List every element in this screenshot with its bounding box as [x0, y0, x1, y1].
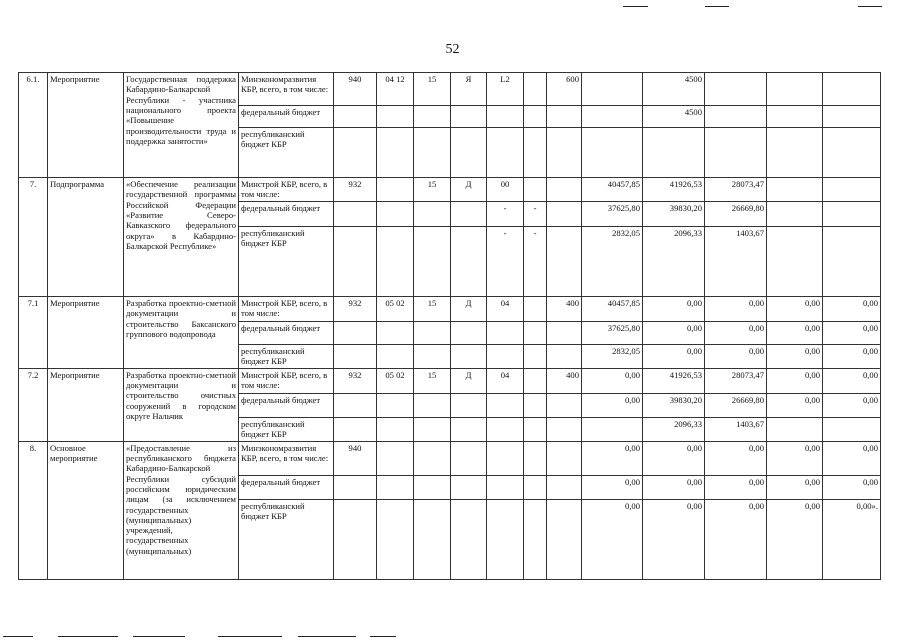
cell-v1: 0,00	[582, 441, 643, 475]
cell-csr1	[414, 106, 451, 128]
cell-grbs: 932	[334, 178, 377, 202]
cell-csr4	[524, 73, 547, 106]
row-name: Разработка проектно-сметной документации и строительство очистных сооружений в городском округе Нальчик	[124, 368, 239, 441]
row-type: Мероприятие	[48, 368, 124, 441]
cell-vr	[547, 417, 582, 441]
cell-rzpr	[377, 499, 414, 579]
cell-csr4: -	[524, 202, 547, 227]
cell-v2: 2096,33	[643, 227, 705, 297]
cell-v3	[705, 73, 767, 106]
table-row	[19, 178, 881, 202]
cell-v3: 0,00	[705, 441, 767, 475]
cell-csr3: -	[487, 202, 524, 227]
cell-v5	[823, 417, 881, 441]
cell-v5	[823, 178, 881, 202]
row-number: 6.1.	[19, 73, 48, 178]
cell-rzpr	[377, 178, 414, 202]
cell-csr1: 15	[414, 297, 451, 322]
cell-grbs	[334, 106, 377, 128]
cell-v2: 0,00	[643, 499, 705, 579]
cell-csr2	[451, 345, 487, 369]
cell-csr2	[451, 227, 487, 297]
cell-grbs	[334, 322, 377, 345]
cell-v1: 37625,80	[582, 202, 643, 227]
row-type: Мероприятие	[48, 73, 124, 178]
cell-csr4	[524, 393, 547, 417]
cell-csr1	[414, 345, 451, 369]
cell-csr2: Д	[451, 297, 487, 322]
cell-csr3	[487, 106, 524, 128]
cell-v2: 4500	[643, 73, 705, 106]
bottom-rule	[133, 636, 185, 637]
cell-v1	[582, 106, 643, 128]
funding-source: республиканский бюджет КБР	[239, 417, 334, 441]
funding-source: Минстрой КБР, всего, в том числе:	[239, 368, 334, 393]
cell-csr4	[524, 475, 547, 499]
cell-csr3: -	[487, 227, 524, 297]
funding-source: республиканский бюджет КБР	[239, 128, 334, 178]
cell-csr1	[414, 202, 451, 227]
funding-source: Минстрой КБР, всего, в том числе:	[239, 178, 334, 202]
cell-rzpr	[377, 106, 414, 128]
cell-csr4	[524, 128, 547, 178]
cell-csr3	[487, 128, 524, 178]
cell-grbs	[334, 227, 377, 297]
cell-v2: 0,00	[643, 322, 705, 345]
cell-v5: 0,00	[823, 368, 881, 393]
cell-v2: 41926,53	[643, 178, 705, 202]
cell-v3: 0,00	[705, 297, 767, 322]
cell-v5: 0,00	[823, 345, 881, 369]
cell-vr: 600	[547, 73, 582, 106]
cell-vr: 400	[547, 297, 582, 322]
funding-source: республиканский бюджет КБР	[239, 499, 334, 579]
cell-v1	[582, 128, 643, 178]
cell-rzpr: 05 02	[377, 297, 414, 322]
cell-v1: 0,00	[582, 475, 643, 499]
cell-v3: 0,00	[705, 322, 767, 345]
cell-csr4	[524, 345, 547, 369]
cell-v2: 4500	[643, 106, 705, 128]
row-number: 7.2	[19, 368, 48, 441]
cell-v2: 0,00	[643, 297, 705, 322]
cell-csr1	[414, 227, 451, 297]
cell-grbs	[334, 417, 377, 441]
cell-csr2	[451, 441, 487, 475]
cell-v2	[643, 128, 705, 178]
cell-v5: 0,00	[823, 441, 881, 475]
table-row	[19, 368, 881, 393]
funding-source: республиканский бюджет КБР	[239, 227, 334, 297]
cell-vr	[547, 499, 582, 579]
cell-csr3: L2	[487, 73, 524, 106]
bottom-rule	[58, 636, 118, 637]
cell-v1: 0,00	[582, 499, 643, 579]
cell-csr4	[524, 106, 547, 128]
row-type: Подпрограмма	[48, 178, 124, 297]
cell-v1: 40457,85	[582, 297, 643, 322]
cell-v4: 0,00	[767, 345, 823, 369]
cell-grbs	[334, 475, 377, 499]
cell-grbs	[334, 345, 377, 369]
bottom-rule	[370, 636, 396, 637]
cell-vr	[547, 106, 582, 128]
cell-v4	[767, 128, 823, 178]
cell-v3: 28073,47	[705, 178, 767, 202]
cell-csr2	[451, 202, 487, 227]
cell-csr2: Я	[451, 73, 487, 106]
funding-source: Минстрой КБР, всего, в том числе:	[239, 297, 334, 322]
cell-v2: 2096,33	[643, 417, 705, 441]
bottom-rule	[3, 636, 33, 637]
cell-vr: 400	[547, 368, 582, 393]
cell-v5	[823, 202, 881, 227]
top-rule	[623, 6, 648, 7]
cell-csr1	[414, 322, 451, 345]
cell-csr2	[451, 322, 487, 345]
cell-v2: 0,00	[643, 475, 705, 499]
cell-csr3	[487, 345, 524, 369]
cell-grbs: 940	[334, 73, 377, 106]
cell-csr1	[414, 417, 451, 441]
cell-csr4	[524, 499, 547, 579]
cell-vr	[547, 227, 582, 297]
row-number: 7.	[19, 178, 48, 297]
cell-vr	[547, 128, 582, 178]
cell-csr3: 04	[487, 297, 524, 322]
cell-v1: 37625,80	[582, 322, 643, 345]
budget-table	[18, 72, 881, 580]
cell-csr4	[524, 441, 547, 475]
row-type: Мероприятие	[48, 297, 124, 369]
cell-csr3	[487, 475, 524, 499]
cell-grbs: 932	[334, 368, 377, 393]
cell-rzpr	[377, 441, 414, 475]
cell-csr1: 15	[414, 73, 451, 106]
cell-grbs	[334, 499, 377, 579]
cell-csr4	[524, 297, 547, 322]
top-rule	[858, 6, 882, 7]
cell-csr4	[524, 368, 547, 393]
cell-rzpr	[377, 202, 414, 227]
cell-v4: 0,00	[767, 297, 823, 322]
cell-vr	[547, 441, 582, 475]
cell-v3: 26669,80	[705, 202, 767, 227]
cell-v5	[823, 106, 881, 128]
cell-vr	[547, 475, 582, 499]
cell-v3: 0,00	[705, 499, 767, 579]
cell-csr4	[524, 417, 547, 441]
cell-rzpr	[377, 475, 414, 499]
table-row	[19, 297, 881, 322]
row-name: «Предоставление из республиканского бюджета Кабардино-Балкарской Республики субсидий российским юридическим лицам (за исключением государственных (муниципальных) учреждений, государственных (муниципальных)	[124, 441, 239, 579]
cell-csr2	[451, 417, 487, 441]
cell-vr	[547, 345, 582, 369]
row-name: «Обеспечение реализации государственной программы Российской Федерации «Развитие Северо-Кавказского федерального округа» в Кабардино-Балкарской Республике»	[124, 178, 239, 297]
table-row	[19, 441, 881, 475]
cell-csr1	[414, 128, 451, 178]
funding-source: федеральный бюджет	[239, 202, 334, 227]
cell-vr	[547, 178, 582, 202]
cell-rzpr: 05 02	[377, 368, 414, 393]
cell-v2: 0,00	[643, 441, 705, 475]
cell-v1: 2832,05	[582, 227, 643, 297]
cell-csr2: Д	[451, 368, 487, 393]
cell-grbs	[334, 128, 377, 178]
row-type: Основное мероприятие	[48, 441, 124, 579]
cell-v4	[767, 227, 823, 297]
cell-v2: 0,00	[643, 345, 705, 369]
cell-csr2: Д	[451, 178, 487, 202]
row-name: Разработка проектно-сметной документации и строительство Баксанского группового водопровода	[124, 297, 239, 369]
funding-source: федеральный бюджет	[239, 475, 334, 499]
cell-rzpr	[377, 227, 414, 297]
cell-csr1	[414, 393, 451, 417]
cell-v5	[823, 128, 881, 178]
cell-csr2	[451, 128, 487, 178]
cell-csr1: 15	[414, 368, 451, 393]
row-number: 7.1	[19, 297, 48, 369]
cell-csr3	[487, 417, 524, 441]
cell-rzpr	[377, 393, 414, 417]
cell-grbs	[334, 393, 377, 417]
cell-rzpr	[377, 322, 414, 345]
cell-csr4: -	[524, 227, 547, 297]
cell-v3: 1403,67	[705, 227, 767, 297]
row-number: 8.	[19, 441, 48, 579]
cell-csr3	[487, 393, 524, 417]
cell-rzpr	[377, 345, 414, 369]
cell-v2: 41926,53	[643, 368, 705, 393]
funding-source: федеральный бюджет	[239, 322, 334, 345]
funding-source: Минэкономразвития КБР, всего, в том числе:	[239, 441, 334, 475]
cell-grbs: 940	[334, 441, 377, 475]
cell-csr4	[524, 178, 547, 202]
cell-v2: 39830,20	[643, 202, 705, 227]
cell-csr3	[487, 441, 524, 475]
bottom-rule	[218, 636, 282, 637]
cell-v4	[767, 202, 823, 227]
cell-v4: 0,00	[767, 499, 823, 579]
cell-csr1	[414, 499, 451, 579]
cell-v3: 0,00	[705, 475, 767, 499]
cell-v2: 39830,20	[643, 393, 705, 417]
cell-rzpr: 04 12	[377, 73, 414, 106]
cell-v3	[705, 128, 767, 178]
cell-csr3: 04	[487, 368, 524, 393]
cell-v5: 0,00	[823, 322, 881, 345]
cell-vr	[547, 393, 582, 417]
cell-v4	[767, 106, 823, 128]
cell-v5	[823, 227, 881, 297]
cell-v4: 0,00	[767, 475, 823, 499]
cell-csr2	[451, 106, 487, 128]
cell-csr1	[414, 475, 451, 499]
cell-v1	[582, 73, 643, 106]
cell-v3	[705, 106, 767, 128]
funding-source: федеральный бюджет	[239, 393, 334, 417]
cell-v4: 0,00	[767, 368, 823, 393]
cell-vr	[547, 322, 582, 345]
funding-source: федеральный бюджет	[239, 106, 334, 128]
row-name: Государственная поддержка Кабардино-Балкарской Республики - участника национального проекта «Повышение производительности труда и поддержка занятости»	[124, 73, 239, 178]
funding-source: республиканский бюджет КБР	[239, 345, 334, 369]
bottom-rule	[298, 636, 356, 637]
cell-rzpr	[377, 417, 414, 441]
cell-v5: 0,00».	[823, 499, 881, 579]
cell-v5: 0,00	[823, 297, 881, 322]
cell-v3: 26669,80	[705, 393, 767, 417]
cell-csr2	[451, 393, 487, 417]
cell-v5	[823, 73, 881, 106]
cell-v3: 28073,47	[705, 368, 767, 393]
cell-v1: 40457,85	[582, 178, 643, 202]
cell-csr3	[487, 322, 524, 345]
cell-csr3: 00	[487, 178, 524, 202]
cell-v4: 0,00	[767, 441, 823, 475]
cell-grbs: 932	[334, 297, 377, 322]
cell-v3: 0,00	[705, 345, 767, 369]
cell-v4: 0,00	[767, 322, 823, 345]
cell-v1: 0,00	[582, 393, 643, 417]
cell-v4	[767, 73, 823, 106]
page-number: 52	[445, 42, 460, 57]
cell-v4: 0,00	[767, 393, 823, 417]
cell-grbs	[334, 202, 377, 227]
top-rule	[705, 6, 729, 7]
cell-csr2	[451, 499, 487, 579]
cell-v1: 2832,05	[582, 345, 643, 369]
cell-v4	[767, 178, 823, 202]
funding-source: Минэкономразвития КБР, всего, в том числе:	[239, 73, 334, 106]
cell-csr4	[524, 322, 547, 345]
cell-rzpr	[377, 128, 414, 178]
table-row	[19, 73, 881, 106]
cell-v5: 0,00	[823, 393, 881, 417]
cell-csr3	[487, 499, 524, 579]
cell-v5: 0,00	[823, 475, 881, 499]
cell-v4	[767, 417, 823, 441]
cell-csr1: 15	[414, 178, 451, 202]
cell-vr	[547, 202, 582, 227]
cell-v1: 0,00	[582, 368, 643, 393]
cell-v1	[582, 417, 643, 441]
cell-csr1	[414, 441, 451, 475]
cell-v3: 1403,67	[705, 417, 767, 441]
cell-csr2	[451, 475, 487, 499]
